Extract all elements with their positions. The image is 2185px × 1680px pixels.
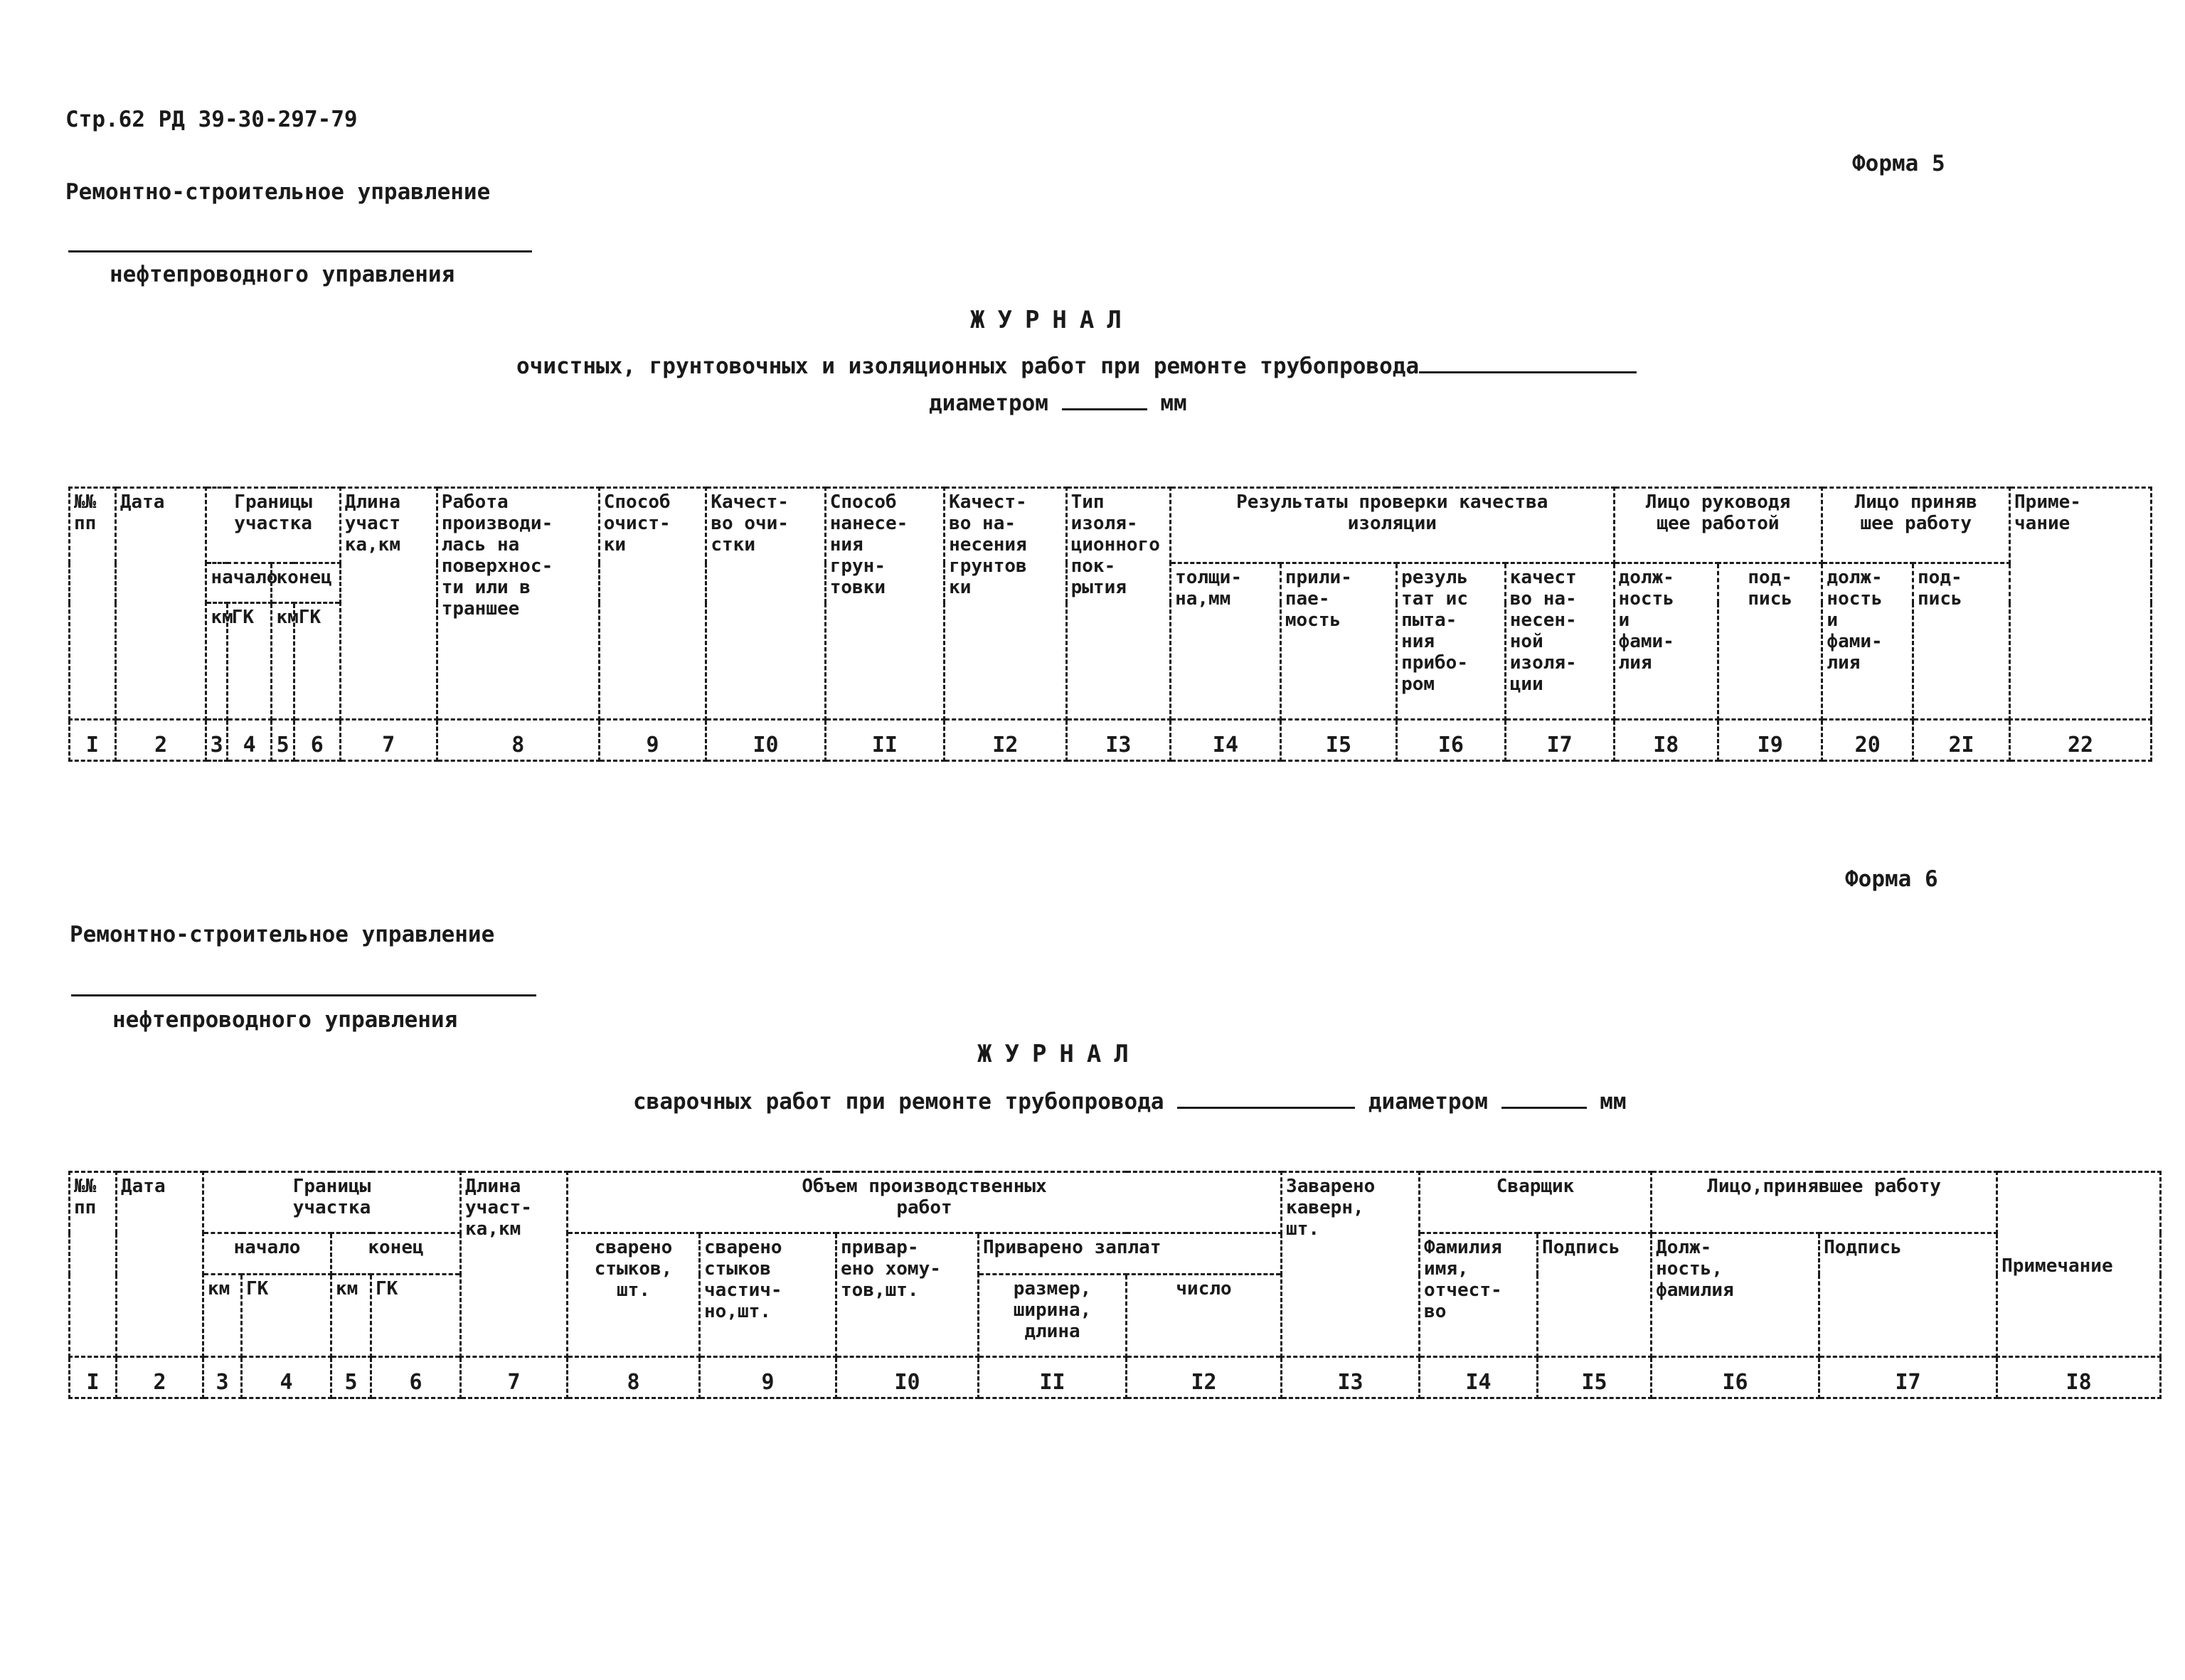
col-start-km-header: км <box>203 1275 242 1357</box>
col-clamps-header: привар- ено хому- тов,шт. <box>836 1233 979 1357</box>
col-clean-method-header: Способ очист- ки <box>599 488 706 720</box>
col-clean-quality-header: Качест- во очи- стки <box>706 488 825 720</box>
col-number: 8 <box>437 720 599 761</box>
form6-diameter-blank <box>1501 1088 1587 1109</box>
col-number: I0 <box>836 1357 979 1398</box>
col-acceptor-position-header: долж- ность и фами- лия <box>1822 563 1913 720</box>
col-date-header: Дата <box>117 1172 203 1357</box>
col-number: 2 <box>117 1357 203 1398</box>
col-number: I3 <box>1066 720 1170 761</box>
col-volume-header: Объем производственных работ <box>568 1172 1282 1233</box>
col-number: 2 <box>115 720 206 761</box>
col-acceptor-header: Лицо приняв шее работу <box>1822 488 2010 563</box>
form5-diameter <box>929 390 1187 416</box>
col-acceptor-signature-header: под- пись <box>1913 563 2010 720</box>
col-test-result-header: резуль тат ис пыта- ния прибо- ром <box>1397 563 1506 720</box>
col-number: I5 <box>1538 1357 1652 1398</box>
col-npp-header: №№ пп <box>70 488 116 720</box>
col-adhesion-header: прили- пае- мость <box>1280 563 1396 720</box>
col-start-km-header: км <box>206 603 227 720</box>
form6-org-sub: нефтепроводного управления <box>112 1007 458 1033</box>
col-number: 7 <box>461 1357 568 1398</box>
col-number: 6 <box>371 1357 461 1398</box>
col-welded-joints-header: сварено стыков, шт. <box>568 1233 700 1357</box>
col-length-header: Длина участ- ка,км <box>461 1172 568 1357</box>
col-supervisor-header: Лицо руководя щее работой <box>1614 488 1822 563</box>
col-number: I7 <box>1505 720 1614 761</box>
col-number: I8 <box>1614 720 1718 761</box>
col-number: I4 <box>1171 720 1281 761</box>
col-number: I8 <box>1997 1357 2161 1398</box>
col-number: I7 <box>1819 1357 1997 1398</box>
form5-org: Ремонтно-строительное управление <box>65 179 491 205</box>
col-number: 6 <box>294 720 340 761</box>
form6-unit: мм <box>1600 1089 1627 1115</box>
form6-org-underline <box>71 994 536 996</box>
col-length-header: Длина участ ка,км <box>340 488 437 720</box>
form6-label: Форма 6 <box>1845 866 1938 892</box>
col-end-gk-header: ГК <box>371 1275 461 1357</box>
col-primer-quality-header: Качест- во на- несения грунтов ки <box>945 488 1067 720</box>
form5-org-sub: нефтепроводного управления <box>110 262 455 287</box>
col-end-km-header: км <box>272 603 294 720</box>
col-work-header: Работа производи- лась на поверхнос- ти или в траншее <box>437 488 599 720</box>
form6-journal-table <box>68 1171 2162 1399</box>
col-supervisor-position-header: долж- ность и фами- лия <box>1614 563 1718 720</box>
col-number: 5 <box>272 720 294 761</box>
col-primer-method-header: Способ нанесе- ния грун- товки <box>825 488 944 720</box>
col-number: 20 <box>1822 720 1913 761</box>
col-end-header: конец <box>331 1233 461 1275</box>
col-supervisor-signature-header: под- пись <box>1718 563 1822 720</box>
col-remarks-header: Приме- чание <box>2010 488 2152 720</box>
col-welder-name-header: Фамилия имя, отчест- во <box>1420 1233 1538 1357</box>
col-number: 2I <box>1913 720 2010 761</box>
col-start-gk-header: ГК <box>242 1275 331 1357</box>
col-check-results-header: Результаты проверки качества изоляции <box>1171 488 1614 563</box>
col-npp-header: №№ пп <box>70 1172 117 1357</box>
form5-org-underline <box>68 250 532 252</box>
col-thickness-header: толщи- на,мм <box>1171 563 1281 720</box>
col-partial-joints-header: сварено стыков частич- но,шт. <box>700 1233 836 1357</box>
col-number: I9 <box>1718 720 1822 761</box>
col-welder-header: Сварщик <box>1420 1172 1652 1233</box>
col-remarks-header: Примечание <box>1997 1172 2161 1357</box>
col-number: 9 <box>700 1357 836 1398</box>
form5-diameter-label: диаметром <box>929 390 1048 416</box>
col-acceptor-signature-header: Подпись <box>1819 1233 1997 1357</box>
col-acceptor-header: Лицо,принявшее работу <box>1652 1172 1997 1233</box>
form5-subtitle-text: очистных, грунтовочных и изоляционных работ при ремонте трубопровода <box>516 353 1420 379</box>
col-section-header: Границы участка <box>206 488 340 563</box>
col-number: I4 <box>1420 1357 1538 1398</box>
col-number: I6 <box>1652 1357 1819 1398</box>
page-reference: Стр.62 РД 39-30-297-79 <box>65 107 358 132</box>
col-number: 3 <box>206 720 227 761</box>
form5-diameter-blank <box>1062 390 1147 410</box>
col-number: 7 <box>340 720 437 761</box>
col-number: I <box>70 720 116 761</box>
col-start-gk-header: ГК <box>227 603 272 720</box>
form6-org: Ремонтно-строительное управление <box>70 922 495 947</box>
col-number: I5 <box>1280 720 1396 761</box>
col-end-gk-header: ГК <box>294 603 340 720</box>
col-number: I2 <box>1127 1357 1282 1398</box>
col-number: I3 <box>1282 1357 1420 1398</box>
form5-title: ЖУРНАЛ <box>970 306 1134 334</box>
form5-pipeline-blank <box>1419 353 1637 373</box>
col-number: 4 <box>242 1357 331 1398</box>
col-number: 8 <box>568 1357 700 1398</box>
form5-subtitle <box>516 353 1637 379</box>
col-coating-type-header: Тип изоля- ционного пок- рытия <box>1066 488 1170 720</box>
col-acceptor-position-header: Долж- ность, фамилия <box>1652 1233 1819 1357</box>
col-start-header: начало <box>203 1233 331 1275</box>
col-number: I6 <box>1397 720 1506 761</box>
form6-subtitle <box>633 1088 1627 1115</box>
col-section-header: Границы участка <box>203 1172 461 1233</box>
col-number: I0 <box>706 720 825 761</box>
col-number: 9 <box>599 720 706 761</box>
form5-label: Форма 5 <box>1852 151 1945 176</box>
col-patches-header: Приварено заплат <box>979 1233 1282 1275</box>
form6-title: ЖУРНАЛ <box>977 1040 1142 1068</box>
col-number: II <box>979 1357 1127 1398</box>
form6-subtitle-text: сварочных работ при ремонте трубопровода <box>633 1089 1164 1115</box>
col-number: 22 <box>2010 720 2152 761</box>
col-number: 4 <box>227 720 272 761</box>
col-welder-sign-header: Подпись <box>1538 1233 1652 1357</box>
col-end-header: конец <box>272 563 340 603</box>
col-start-header: начало <box>206 563 272 603</box>
col-date-header: Дата <box>115 488 206 720</box>
form6-diameter-label: диаметром <box>1368 1089 1488 1115</box>
col-patch-count-header: число <box>1127 1275 1282 1357</box>
col-number: I <box>70 1357 117 1398</box>
col-number: 5 <box>331 1357 371 1398</box>
col-insulation-quality-header: качест во на- несен- ной изоля- ции <box>1505 563 1614 720</box>
col-number: 3 <box>203 1357 242 1398</box>
col-end-km-header: км <box>331 1275 371 1357</box>
col-patch-size-header: размер, ширина, длина <box>979 1275 1127 1357</box>
form5-journal-table <box>68 487 2152 762</box>
col-cavities-header: Заварено каверн, шт. <box>1282 1172 1420 1357</box>
col-number: I2 <box>945 720 1067 761</box>
form6-pipeline-blank <box>1177 1088 1355 1109</box>
col-number: II <box>825 720 944 761</box>
form5-unit: мм <box>1160 390 1187 416</box>
